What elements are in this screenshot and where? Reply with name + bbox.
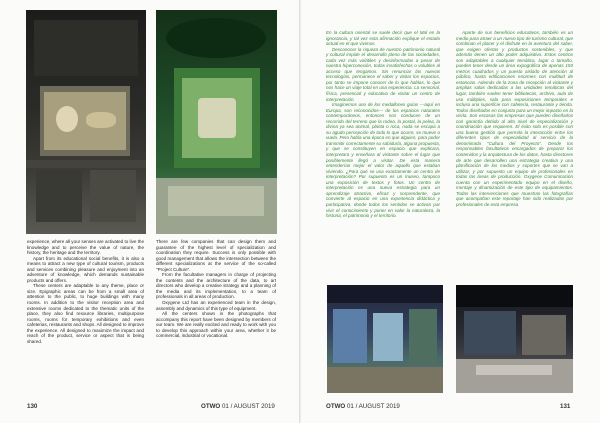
paragraph: There are few companies that can design them and guarantee of the highest level of specialization and coordination they require. Success is only possible with good management that allows the intersection between the different specializations at the service of the so-called "Project Culture". — [156, 239, 276, 272]
paragraph: Aparte de sus beneficios educativos, también es un medio para atraer a un nuevo tipo de turismo cultural, que combinan el placer y el disfrute en la aventura del saber, que exigen ofertas y productos sostenibles, y que además tienen un alto poder adquisitivo. Estos centros son adaptables a cualquier temática, lugar o tamaño, pueden tener desde un área expográfica de apenas 150 metros cuadrados y un puesto aislado de atención al público, hasta edificaciones enormes con multitud de estancias. Además de la zona de recepción al visitante y amplias salas dedicadas a las unidades temáticas del lugar, también suelen tener bibliotecas, archivo, aula de uso múltiples, sala para exposiciones temporales e incluso una superficie con cafetería, restaurante y tienda. Todos diseñados en conjunto para un mejor impacto en la visita. Son escasas las empresas que pueden diseñarlos con garantía debido al alto nivel de especialización y coordinación que requieren. El éxito solo es posible con una buena gestión que permita la interacción entre los diferentes tipos de especialidad al servicio de la denominada "Cultura del Proyecto". Desde los responsables facultativos encargados de preparar los contenidos y la arquitectura de los datos, hasta directores de arte que desarrollen una estrategia creativa y una planificación de los medios y soportes que se van a utilizar, y por supuesto un equipo de profesionales en todas las áreas de producción. Oxygene Comunicación cuenta con un experimentado equipo en el diseño, montaje y dinamización de este tipo de equipamientos. Todas las intervenciones que muestran las fotografías que acompañan este reportaje han sido realizadas por profesionales de esta empresa. — [456, 30, 573, 207]
exhibit-photo-fossil-case — [26, 10, 146, 234]
page-gutter — [299, 0, 301, 423]
paragraph: All the centers shown in the photographs that accompany this report have been designed by members of our team. We are really excited and ready to work with you to develop this approach within your area, whether it be commercial, industrial or vocational. — [156, 311, 276, 339]
article-column-english-1 — [27, 239, 144, 344]
page-number-right: 131 — [560, 403, 571, 410]
exhibit-photo-dark-hall — [456, 285, 573, 393]
paragraph: En la cultura oriental se suele decir que el Mal en la ignorancia, y tal vez esta afirmación explique el estado actual en el que vivimos. — [326, 30, 440, 47]
issue-date: 01 / AUGUST 2019 — [221, 403, 275, 410]
paragraph: These centers are adaptable to any theme, place or size. Epigraphic areas can be from a small area of attention to the public, to huge buildings with many rooms. In addition to the visitor reception area and extensive rooms dedicated to the thematic units of the place, they also find resource libraries, multipurpose rooms, rooms for temporary exhibitions and even cafeterias, restaurants and shops. All designed to improve the experience. All designed to maximize the impact and reach of the product, service or aspect that is being shared. — [27, 283, 144, 344]
exhibit-photo-green-showcase — [156, 10, 277, 234]
magazine-name: OTWO — [201, 403, 221, 410]
issue-date: 01 / AUGUST 2019 — [346, 403, 400, 410]
paragraph: Imaginemos uno de los medallones guías —aquí en Europa, son reconocidos— de los espacios naturales contemporáneos, entonces nos conducen de un recorrido del terreno que la rodea, la postal, la pelea, la divina ya sea animal, planta o roca, nada se escapa a su agudo percepción de todo lo que ocurre, se mueve o vuela. Pero habla una época en que alguien, para poder transmitir correctamente su sabiduría, alguna propuesta, y que se constituyen en espacio que explicara, interpretara y enseñara al visitante sobre el lugar que posiblemente llegó a visitar. De esta manera entenderían mejor el valor de aquello que estaban viviendo. ¿Para qué se usa exactamente un centro de interpretación? Por supuesto es un museo, tampoco una exposición de textos y fotos. Un centro de interpretación es una nueva estrategia para un aprendizaje atractivo, eficaz y sorprendente, que convierte al espacio en una experiencia didáctica y participativa, donde todos los sentidos se activan par vivir el conocimiento y poner en valor la naturaleza, la historia, el patrimonio y el territorio. — [326, 102, 440, 219]
article-column-spanish-2 — [456, 30, 573, 208]
paragraph: Desconocer la riqueza de nuestro patrimonio natural y cultural impide el desarrollo pleno de las sociedades, cada vez más volátiles y desinformadas a pesar de nuestra hiperconexión, todas insatisfechas o volubles al acceso que tengamos. Sin renunciar las nuevas tecnologías, permanece el saber y visitar los espacios, por tanto se impone conocer de lo que hablas, lo que nos hace un viaje total en una experiencia. La sensorial, física, presencial y educativa de visitar un centro de interpretación. — [326, 46, 440, 102]
paragraph: experience, where all your senses are activated to live the knowledge and to perceive the value of nature, the history, the heritage and the territory. — [27, 239, 144, 256]
running-head-right — [326, 403, 400, 410]
magazine-name: OTWO — [326, 403, 346, 410]
article-column-spanish-1 — [326, 30, 440, 219]
article-column-english-2 — [156, 239, 276, 339]
exhibit-photo-blue-gallery — [327, 285, 443, 393]
paragraph: From the facultative managers in charge of projecting the contents and the architecture of the data, to art directors who develop a creative strategy and a planning of the media and its implementation, to a team of professionals in all areas of production. — [156, 272, 276, 300]
paragraph: Oxygene Ltd has an experienced team in the design, assembly and dynamics of this type of equipment. — [156, 300, 276, 311]
running-head-left — [201, 403, 275, 410]
page-number-left: 130 — [27, 403, 38, 410]
paragraph: Apart from its educational social benefits, it is also a means to attract a new type of cultural tourism, products and services combining pleasure and enjoyment into an adventure of knowledge, which demands sustainable products and offers. — [27, 255, 144, 283]
